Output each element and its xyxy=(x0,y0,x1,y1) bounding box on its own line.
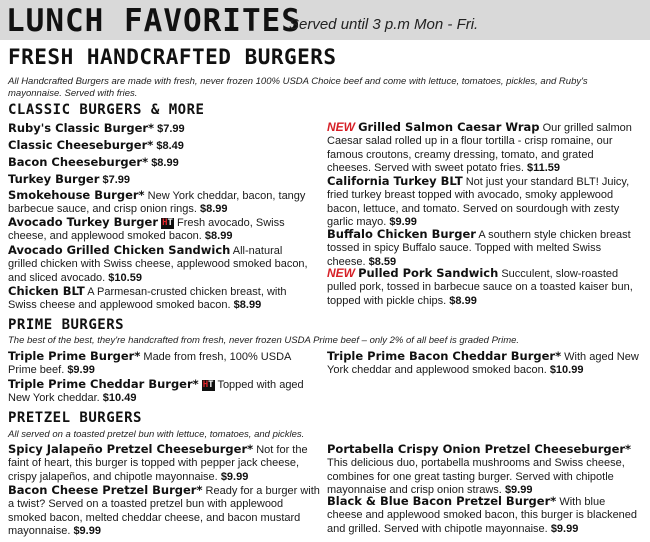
classic-heading: CLASSIC BURGERS & MORE xyxy=(8,102,205,118)
menu-item: Bacon Cheeseburger* $8.99 xyxy=(8,155,179,169)
menu-item: Smokehouse Burger* New York cheddar, bacon, tangy barbecue sauce, and crisp onion rings. $8.99 xyxy=(8,188,306,216)
new-badge: NEW xyxy=(327,120,355,134)
menu-item: Portabella Crispy Onion Pretzel Cheeseburger* This delicious duo, portabella mushrooms and Swiss cheese, combines for one great tasting burger. Served with chipotle mayonnaise and crisp onion straws. $9.99 xyxy=(327,442,632,497)
menu-item: Avocado Turkey Burger HT Fresh avocado, Swiss cheese, and applewood smoked bacon. $8.99 xyxy=(8,215,285,243)
menu-item: NEW Pulled Pork Sandwich Succulent, slow-roasted pulled pork, tossed in barbecue sauce on a toasted kaiser bun, topped with pickle chips. $8.99 xyxy=(327,266,633,307)
menu-item: California Turkey BLT Not just your standard BLT! Juicy, fried turkey breast topped with avocado, smoky applewood bacon, lettuce, and tomato. Served on sourdough with zesty garlic mayo. $9.99 xyxy=(327,174,630,229)
menu-item: Triple Prime Bacon Cheddar Burger* With aged New York cheddar and applewood smoked bacon. $10.99 xyxy=(327,349,639,377)
menu-item: Buffalo Chicken Burger A southern style chicken breast tossed in spicy Buffalo sauce. Topped with melted Swiss cheese. $8.59 xyxy=(327,227,631,268)
burgers-heading: FRESH HANDCRAFTED BURGERS xyxy=(8,45,337,69)
menu-item: NEW Grilled Salmon Caesar Wrap Our grilled salmon Caesar salad rolled up in a flour tortilla - crisp romaine, our famous croutons, creamy dressing, tomato, and grated cheeses. Served with sweet potato fries. $11.59 xyxy=(327,120,632,175)
page-title: LUNCH FAVORITES xyxy=(6,3,301,39)
menu-item: Avocado Grilled Chicken Sandwich All-natural grilled chicken with Swiss cheese, applewood smoked bacon, and sliced avocado. $10.59 xyxy=(8,243,308,284)
pretzel-intro: All served on a toasted pretzel bun with lettuce, tomatoes, and pickles. xyxy=(8,429,305,440)
burgers-intro: All Handcrafted Burgers are made with fresh, never frozen 100% USDA Choice beef and come with lettuce, tomatoes, pickles, and Ruby's mayonnaise. Served with fries. xyxy=(8,76,588,99)
new-badge: NEW xyxy=(327,266,355,280)
prime-intro: The best of the best, they're handcrafted from fresh, never frozen USDA Prime beef – only 2% of all beef is graded Prime. xyxy=(8,335,520,346)
pretzel-heading: PRETZEL BURGERS xyxy=(8,410,142,426)
ht-badge: HT xyxy=(202,380,214,390)
served-hours: Served until 3 p.m Mon - Fri. xyxy=(289,16,479,33)
menu-item: Classic Cheeseburger* $8.49 xyxy=(8,138,184,152)
menu-item: Ruby's Classic Burger* $7.99 xyxy=(8,121,185,135)
prime-heading: PRIME BURGERS xyxy=(8,317,125,333)
menu-item: Bacon Cheese Pretzel Burger* Ready for a burger with a twist? Served on a toasted pretzel bun with applewood smoked bacon, melted cheddar cheese, and bacon mustard mayonnaise. $9.99 xyxy=(8,483,320,538)
ht-badge: HT xyxy=(162,218,173,228)
menu-item: Spicy Jalapeño Pretzel Cheeseburger* Not for the faint of heart, this burger is topped with pepper jack cheese, crispy jalapeños, and chipotle mayonnaise. $9.99 xyxy=(8,442,308,483)
menu-item: Triple Prime Cheddar Burger* HT Topped with aged New York cheddar. $10.49 xyxy=(8,377,304,405)
menu-item: Turkey Burger $7.99 xyxy=(8,172,130,186)
menu-item: Black & Blue Bacon Pretzel Burger* With blue cheese and applewood smoked bacon, this burger is blackened and grilled. Served with chipotle mayonnaise. $9.99 xyxy=(327,494,638,535)
menu-item: Chicken BLT A Parmesan-crusted chicken breast, with Swiss cheese and applewood smoked bacon. $8.99 xyxy=(8,284,287,312)
menu-item: Triple Prime Burger* Made from fresh, 100% USDA Prime beef. $9.99 xyxy=(8,349,291,377)
